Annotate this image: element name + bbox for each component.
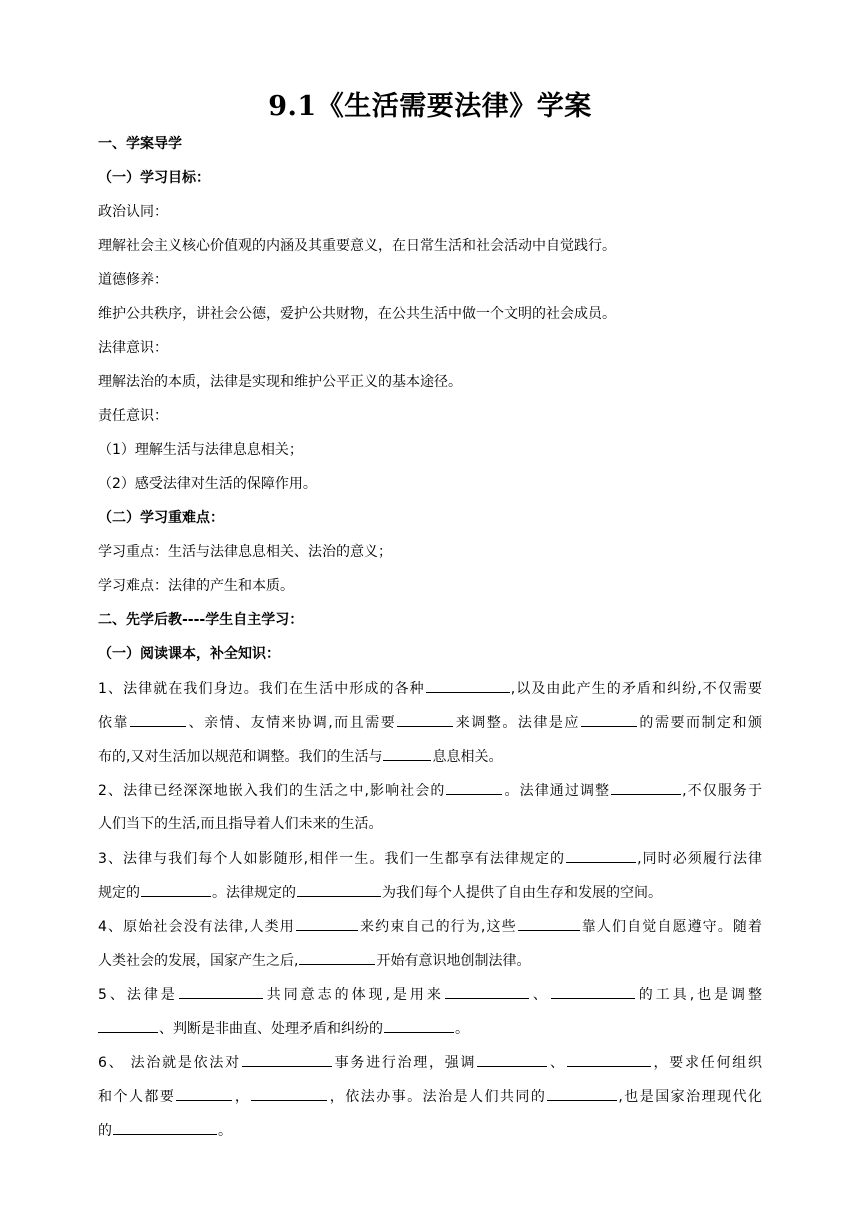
fill-blank[interactable] xyxy=(98,1019,158,1033)
fill-blank[interactable] xyxy=(477,1053,547,1067)
question-4-line: 人类社会的发展，国家产生之后, 开始有意识地创制法律。 xyxy=(98,953,531,969)
text-line: （2）感受法律对生活的保障作用。 xyxy=(98,476,317,492)
fill-blank[interactable] xyxy=(518,917,580,931)
fill-blank[interactable] xyxy=(547,1087,617,1101)
text-line: 法律意识： xyxy=(98,340,168,356)
question-1-line: 依靠 、亲情、友情来协调,而且需要 来调整。法律是应 的需要而制定和颁 xyxy=(98,715,763,731)
text-line: 理解法治的本质，法律是实现和维护公平正义的基本途径。 xyxy=(98,374,462,390)
text-line: 理解社会主义核心价值观的内涵及其重要意义，在日常生活和社会活动中自觉践行。 xyxy=(98,238,616,254)
question-5-line: 5、法律是 共同意志的体现,是用来 、 的工具,也是调整 xyxy=(98,987,763,1003)
fill-blank[interactable] xyxy=(141,883,211,897)
text-line: 维护公共秩序，讲社会公德，爱护公共财物，在公共生活中做一个文明的社会成员。 xyxy=(98,306,616,322)
fill-blank[interactable] xyxy=(551,985,635,999)
question-4-line: 4、原始社会没有法律,人类用 来约束自己的行为,这些 靠人们自觉自愿遵守。随着 xyxy=(98,919,763,935)
question-5-line: 、判断是非曲直、处理矛盾和纠纷的 。 xyxy=(98,1019,469,1038)
question-2-line: 人们当下的生活,而且指导着人们未来的生活。 xyxy=(98,816,383,832)
fill-blank[interactable] xyxy=(296,917,358,931)
fill-blank[interactable] xyxy=(251,1087,327,1101)
subsection-heading: （一）学习目标： xyxy=(98,170,210,186)
fill-blank[interactable] xyxy=(176,1087,232,1101)
text-line: 政治认同： xyxy=(98,204,168,220)
fill-blank[interactable] xyxy=(179,985,263,999)
fill-blank[interactable] xyxy=(445,985,529,999)
text-line: 责任意识： xyxy=(98,408,168,424)
question-6-line: 和个人都要 ， ，依法办事。法治是人们共同的 ,也是国家治理现代化 xyxy=(98,1089,763,1105)
question-6-line: 的 。 xyxy=(98,1123,232,1139)
fill-blank[interactable] xyxy=(397,713,453,727)
question-1-line: 布的,又对生活加以规范和调整。我们的生活与 息息相关。 xyxy=(98,749,503,765)
question-3-line: 3、法律与我们每个人如影随形,相伴一生。我们一生都享有法律规定的 ,同时必须履行法律 xyxy=(98,851,762,867)
question-3-line: 规定的 。法律规定的 为我们每个人提供了自由生存和发展的空间。 xyxy=(98,885,662,901)
fill-blank[interactable] xyxy=(113,1121,217,1135)
fill-blank[interactable] xyxy=(426,679,510,693)
section-heading: 二、先学后教----学生自主学习： xyxy=(98,612,304,628)
subsection-heading: （二）学习重难点： xyxy=(98,510,224,526)
fill-blank[interactable] xyxy=(242,1053,332,1067)
question-2-line: 2、法律已经深深地嵌入我们的生活之中,影响社会的 。法律通过调整 ,不仅服务于 xyxy=(98,783,763,799)
fill-blank[interactable] xyxy=(130,713,186,727)
question-1-line: 1、法律就在我们身边。我们在生活中形成的各种 ,以及由此产生的矛盾和纠纷,不仅需要 xyxy=(98,681,763,697)
fill-blank[interactable] xyxy=(299,951,375,965)
text-line: （1）理解生活与法律息息相关； xyxy=(98,442,303,458)
fill-blank[interactable] xyxy=(567,1053,651,1067)
fill-blank[interactable] xyxy=(297,883,381,897)
fill-blank[interactable] xyxy=(581,713,637,727)
text-line: 学习重点：生活与法律息息相关、法治的意义； xyxy=(98,544,392,560)
question-6-line: 6、 法治就是依法对 事务进行治理，强调 、 ，要求任何组织 xyxy=(98,1055,763,1071)
text-line: 道德修养： xyxy=(98,272,168,288)
text-line: 学习难点：法律的产生和本质。 xyxy=(98,578,294,594)
fill-blank[interactable] xyxy=(446,781,502,795)
fill-blank[interactable] xyxy=(383,747,431,761)
subsection-heading: （一）阅读课本，补全知识： xyxy=(98,646,280,662)
fill-blank[interactable] xyxy=(384,1019,454,1033)
document-title: 9.1《生活需要法律》学案 xyxy=(268,91,592,122)
fill-blank[interactable] xyxy=(566,849,636,863)
section-heading: 一、学案导学 xyxy=(98,136,182,152)
fill-blank[interactable] xyxy=(611,781,681,795)
